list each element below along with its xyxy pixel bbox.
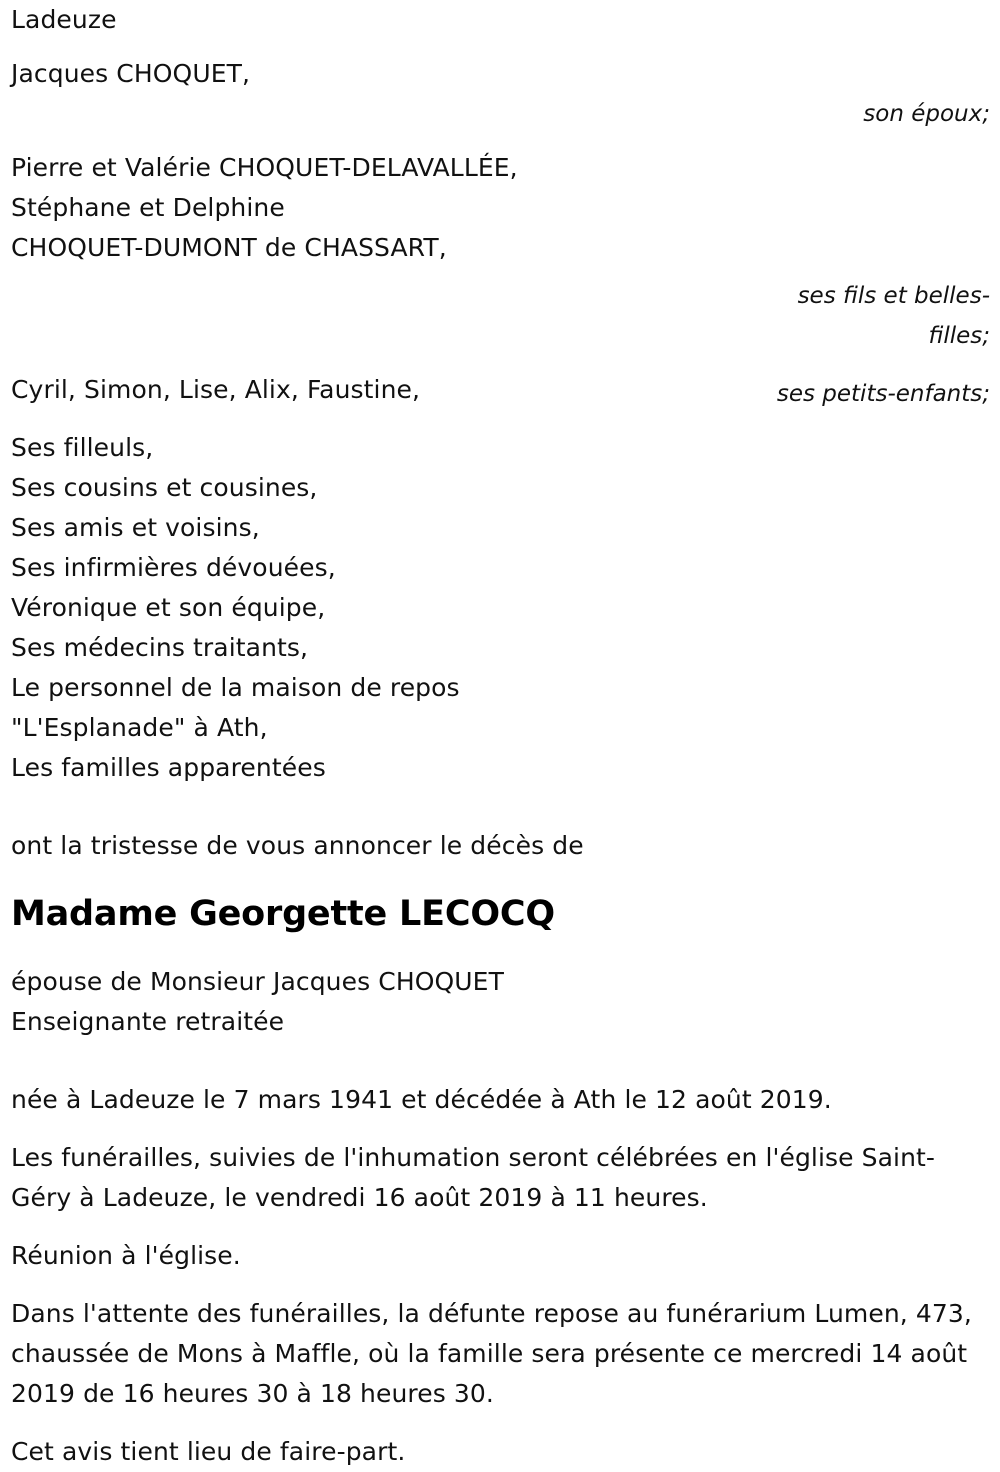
birth-death-line: née à Ladeuze le 7 mars 1941 et décédée à Ath le 12 août 2019. xyxy=(11,1085,832,1114)
spacer xyxy=(0,866,1000,892)
list-item: Ses médecins traitants, xyxy=(11,633,309,662)
list-item: "L'Esplanade" à Ath, xyxy=(11,713,268,742)
funeral-home-paragraph: Dans l'attente des funérailles, la défunte repose au funérarium Lumen, 473, chaussée de Mons à Maffle, où la famille sera présente ce mercredi 14 août 2019 de 16 heures 30 à 18 heures 30. xyxy=(11,1299,972,1408)
list-item: Ses amis et voisins, xyxy=(11,513,260,542)
locality-line: Ladeuze xyxy=(11,5,117,34)
list-item: Les familles apparentées xyxy=(11,753,326,782)
other-mourners-list xyxy=(0,428,1000,788)
gathering-paragraph: Réunion à l'église. xyxy=(11,1241,241,1270)
name-line: Jacques CHOQUET, xyxy=(11,59,251,88)
relation-group-spouse xyxy=(0,54,1000,134)
list-item: Véronique et son équipe, xyxy=(11,593,326,622)
deceased-name-heading: Madame Georgette LECOCQ xyxy=(11,894,555,934)
spacer xyxy=(0,356,1000,370)
list-item: Ses filleuls, xyxy=(11,433,154,462)
notice-paragraph: Cet avis tient lieu de faire-part. xyxy=(11,1437,406,1466)
spacer xyxy=(0,134,1000,148)
name-line: CHOQUET-DUMONT de CHASSART, xyxy=(11,233,447,262)
spacer xyxy=(0,788,1000,826)
relation-descriptor: ses fils et belles-filles; xyxy=(797,283,990,349)
relation-names xyxy=(11,54,990,94)
name-line: Stéphane et Delphine xyxy=(11,193,285,222)
spacer xyxy=(0,414,1000,428)
list-item: Ses cousins et cousines, xyxy=(11,473,318,502)
relation-descriptor: son époux; xyxy=(863,101,990,127)
deceased-subtitles xyxy=(0,962,1000,1042)
relation-names xyxy=(11,148,990,268)
relation-descriptor: ses petits-enfants; xyxy=(776,381,990,407)
deceased-subtitle: Enseignante retraitée xyxy=(11,1007,285,1036)
relation-group-sons xyxy=(0,148,1000,356)
deceased-subtitle: épouse de Monsieur Jacques CHOQUET xyxy=(11,967,504,996)
spacer xyxy=(0,1042,1000,1080)
announcement-intro-line: ont la tristesse de vous annoncer le décès de xyxy=(11,831,584,860)
spacer xyxy=(0,936,1000,962)
funeral-details-paragraph: Les funérailles, suivies de l'inhumation seront célébrées en l'église Saint-Géry à Ladeuze, le vendredi 16 août 2019 à 11 heures. xyxy=(11,1143,936,1212)
name-line: Cyril, Simon, Lise, Alix, Faustine, xyxy=(11,375,421,404)
list-item: Le personnel de la maison de repos xyxy=(11,673,460,702)
name-line: Pierre et Valérie CHOQUET-DELAVALLÉE, xyxy=(11,153,518,182)
spacer xyxy=(0,40,1000,54)
list-item: Ses infirmières dévouées, xyxy=(11,553,336,582)
relation-group-grandchildren xyxy=(0,370,1000,414)
